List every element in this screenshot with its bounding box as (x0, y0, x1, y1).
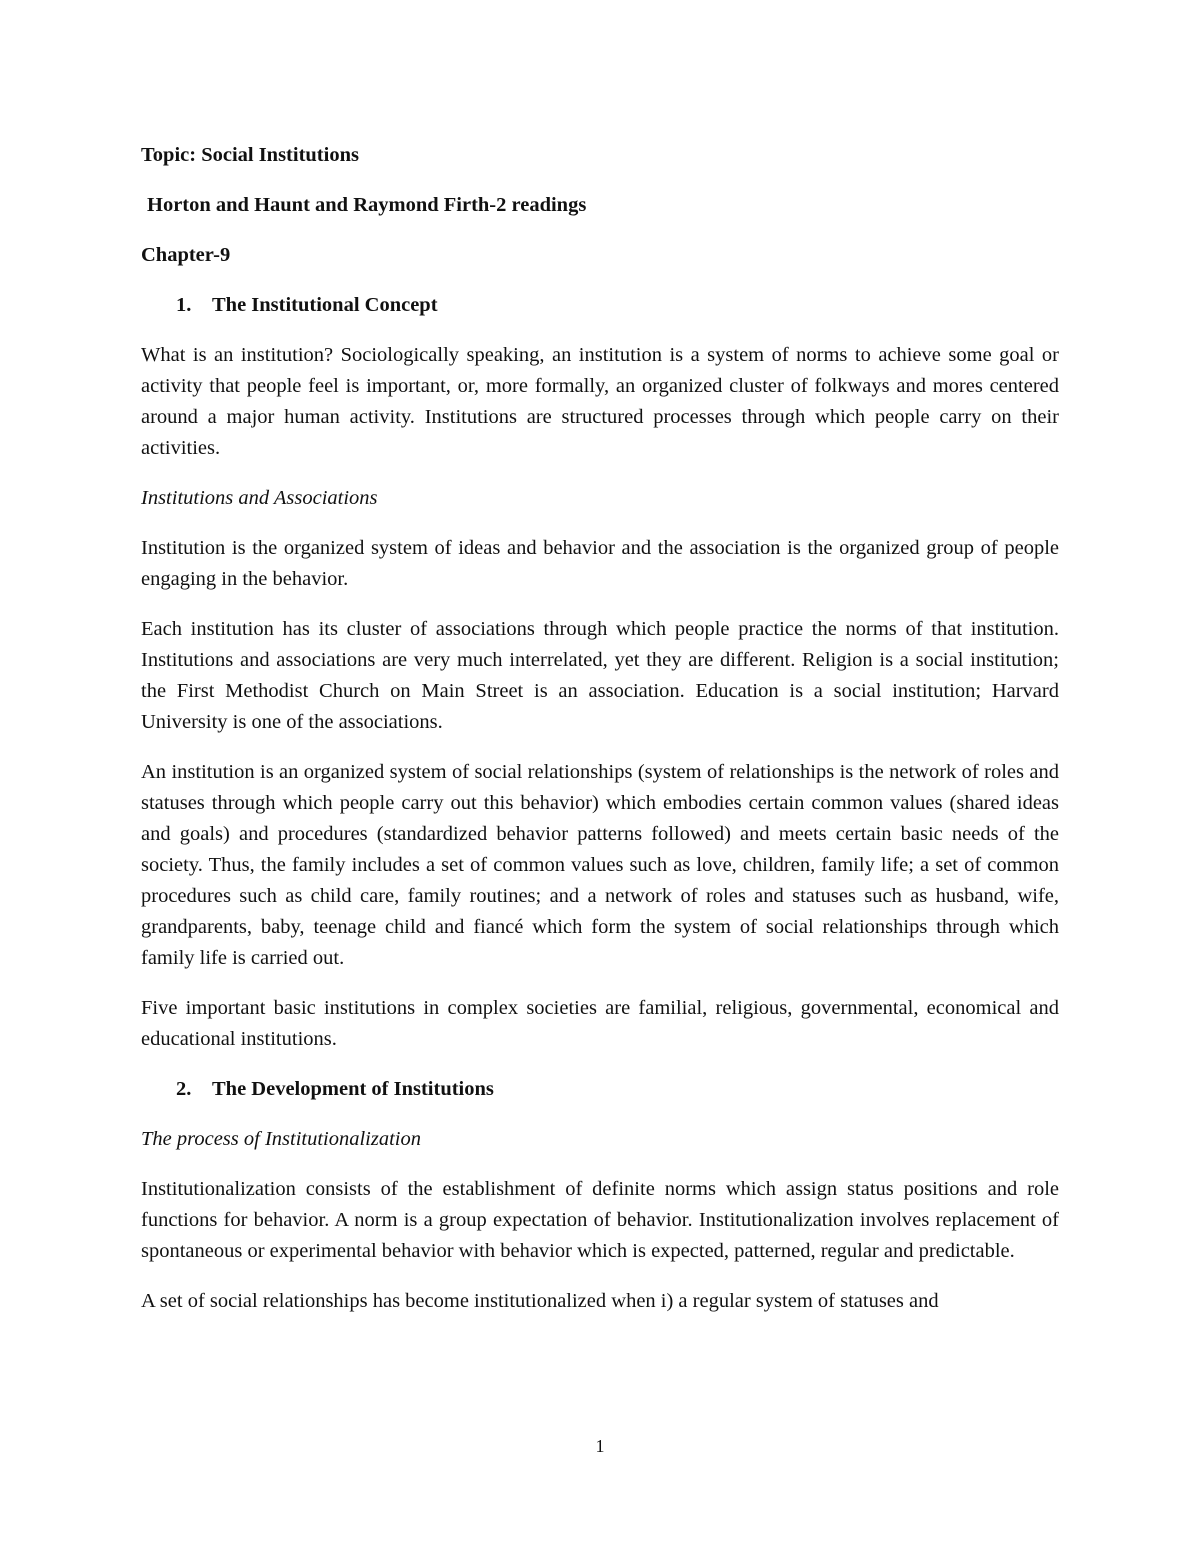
section-1-heading (141, 290, 1059, 321)
section-2-title: The Development of Institutions (212, 1078, 494, 1100)
section-1-subheading: Institutions and Associations (141, 487, 378, 509)
readings-heading: Horton and Haunt and Raymond Firth-2 readings (147, 194, 587, 216)
chapter-heading: Chapter-9 (141, 244, 231, 266)
document-content (141, 140, 1059, 1336)
topic-heading: Topic: Social Institutions (141, 144, 359, 166)
section-1-title: The Institutional Concept (212, 294, 438, 316)
section-1-paragraph-1: What is an institution? Sociologically speaking, an institution is a system of norms to achieve some goal or activity that people feel is important, or, more formally, an organized cluster of folkways and mores centered around a major human activity. Institutions are structured processes through which people carry on their activities. (141, 344, 1059, 459)
section-2-paragraph-2: A set of social relationships has become institutionalized when i) a regular system of statuses and (141, 1290, 939, 1312)
section-2-number: 2. (176, 1078, 192, 1100)
section-1-paragraph-3: Each institution has its cluster of associations through which people practice the norms of that institution. Institutions and associations are very much interrelated, yet they are different. Religion is a social institution; the First Methodist Church on Main Street is an association. Education is a social institution; Harvard University is one of the associations. (141, 618, 1059, 733)
section-1-paragraph-5: Five important basic institutions in complex societies are familial, religious, governmental, economical and educational institutions. (141, 997, 1059, 1050)
section-1-paragraph-4: An institution is an organized system of social relationships (system of relationships is the network of roles and statuses through which people carry out this behavior) which embodies certain common values (shared ideas and goals) and procedures (standardized behavior patterns followed) and meets certain basic needs of the society. Thus, the family includes a set of common values such as love, children, family life; a set of common procedures such as child care, family routines; and a network of roles and statuses such as husband, wife, grandparents, baby, teenage child and fiancé which form the system of social relationships through which family life is carried out. (141, 761, 1059, 969)
section-2-heading (141, 1074, 1059, 1105)
section-2-paragraph-1: Institutionalization consists of the establishment of definite norms which assign status positions and role functions for behavior. A norm is a group expectation of behavior. Institutionalization involves replacement of spontaneous or experimental behavior with behavior which is expected, patterned, regular and predictable. (141, 1178, 1059, 1262)
section-2-subheading: The process of Institutionalization (141, 1128, 421, 1150)
section-1-paragraph-2: Institution is the organized system of ideas and behavior and the association is the organized group of people engaging in the behavior. (141, 537, 1059, 590)
page-number: 1 (595, 1436, 605, 1456)
section-1-number: 1. (176, 294, 192, 316)
